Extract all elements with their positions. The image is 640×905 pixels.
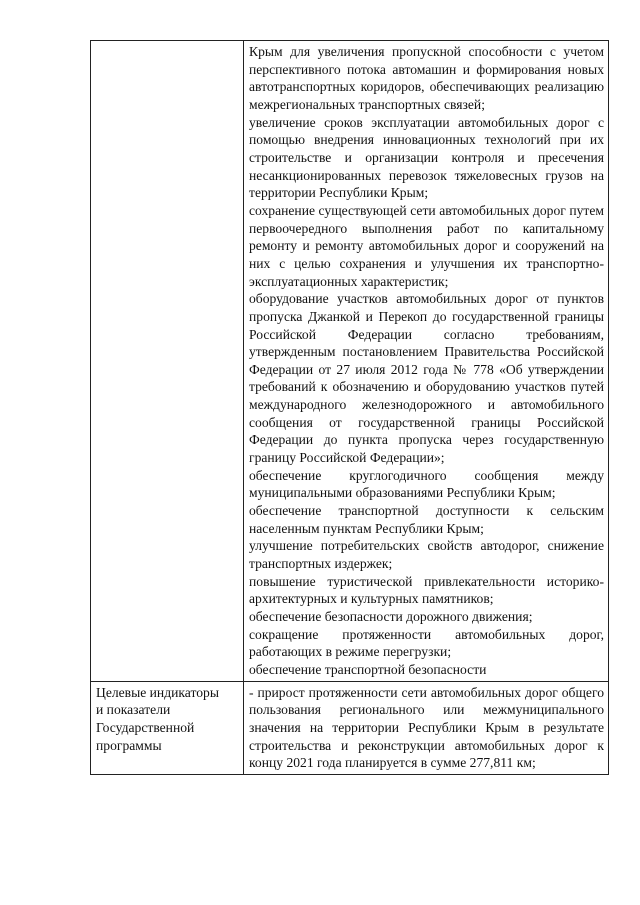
row-label-line: Государственной: [96, 719, 195, 735]
program-passport-table: [90, 40, 609, 775]
list-item: обеспечение транспортной безопасности: [249, 661, 487, 677]
indicator-text: - прирост протяженности сети автомобильных дорог общего пользования регионального или межмуниципального значения на территории Республики Крым в результате строительства и реконструкции автомобильных дорог к концу 2021 года планируется в сумме 277,811 км;: [249, 684, 604, 771]
list-item: оборудование участков автомобильных дорог от пунктов пропуска Джанкой и Перекоп до государственной границы Российской Федерации согласно требованиям, утвержденным постановлением Правительства Российской Федерации от 27 июля 2012 года № 778 «Об утверждении требований к обозначению и оборудованию участков путей международного железнодорожного и автомобильного сообщения от государственной границы Российской Федерации до пункта пропуска через государственную границу Российской Федерации»;: [249, 291, 604, 466]
list-item: сокращение протяженности автомобильных дорог, работающих в режиме перегрузки;: [249, 626, 604, 660]
list-item: повышение туристической привлекательности историко-архитектурных и культурных памятников;: [249, 573, 604, 607]
list-item: Крым для увеличения пропускной способности с учетом перспективного потока автомашин и формирования новых автотранспортных коридоров, обеспечивающих реализацию межрегиональных транспортных связей;: [249, 44, 604, 112]
row2-content-cell: [244, 681, 609, 774]
table-row: [91, 681, 609, 774]
table-row: [91, 41, 609, 682]
row-label-line: Целевые индикаторы: [96, 684, 219, 700]
list-item: увеличение сроков эксплуатации автомобильных дорог с помощью внедрения инновационных технологий при их строительстве и организации контроля и пресечения несанкционированных перевозок тяжеловесных грузов на территории Республики Крым;: [249, 114, 604, 201]
row-label-line: программы: [96, 737, 162, 753]
list-item: обеспечение круглогодичного сообщения между муниципальными образованиями Республики Крым;: [249, 467, 604, 501]
list-item: сохранение существующей сети автомобильных дорог путем первоочередного выполнения работ по капитальному ремонту и ремонту автомобильных дорог и сооружений на них с целью сохранения и улучшения их транспортно-эксплуатационных характеристик;: [249, 202, 604, 289]
row1-content-cell: [244, 41, 609, 682]
list-item: улучшение потребительских свойств автодорог, снижение транспортных издержек;: [249, 538, 604, 572]
row1-label-cell: [91, 41, 244, 682]
list-item: обеспечение транспортной доступности к сельским населенным пунктам Республики Крым;: [249, 503, 604, 536]
row-label-line: и показатели: [96, 702, 171, 718]
row2-label-cell: [91, 681, 244, 774]
list-item: обеспечение безопасности дорожного движения;: [249, 609, 533, 624]
